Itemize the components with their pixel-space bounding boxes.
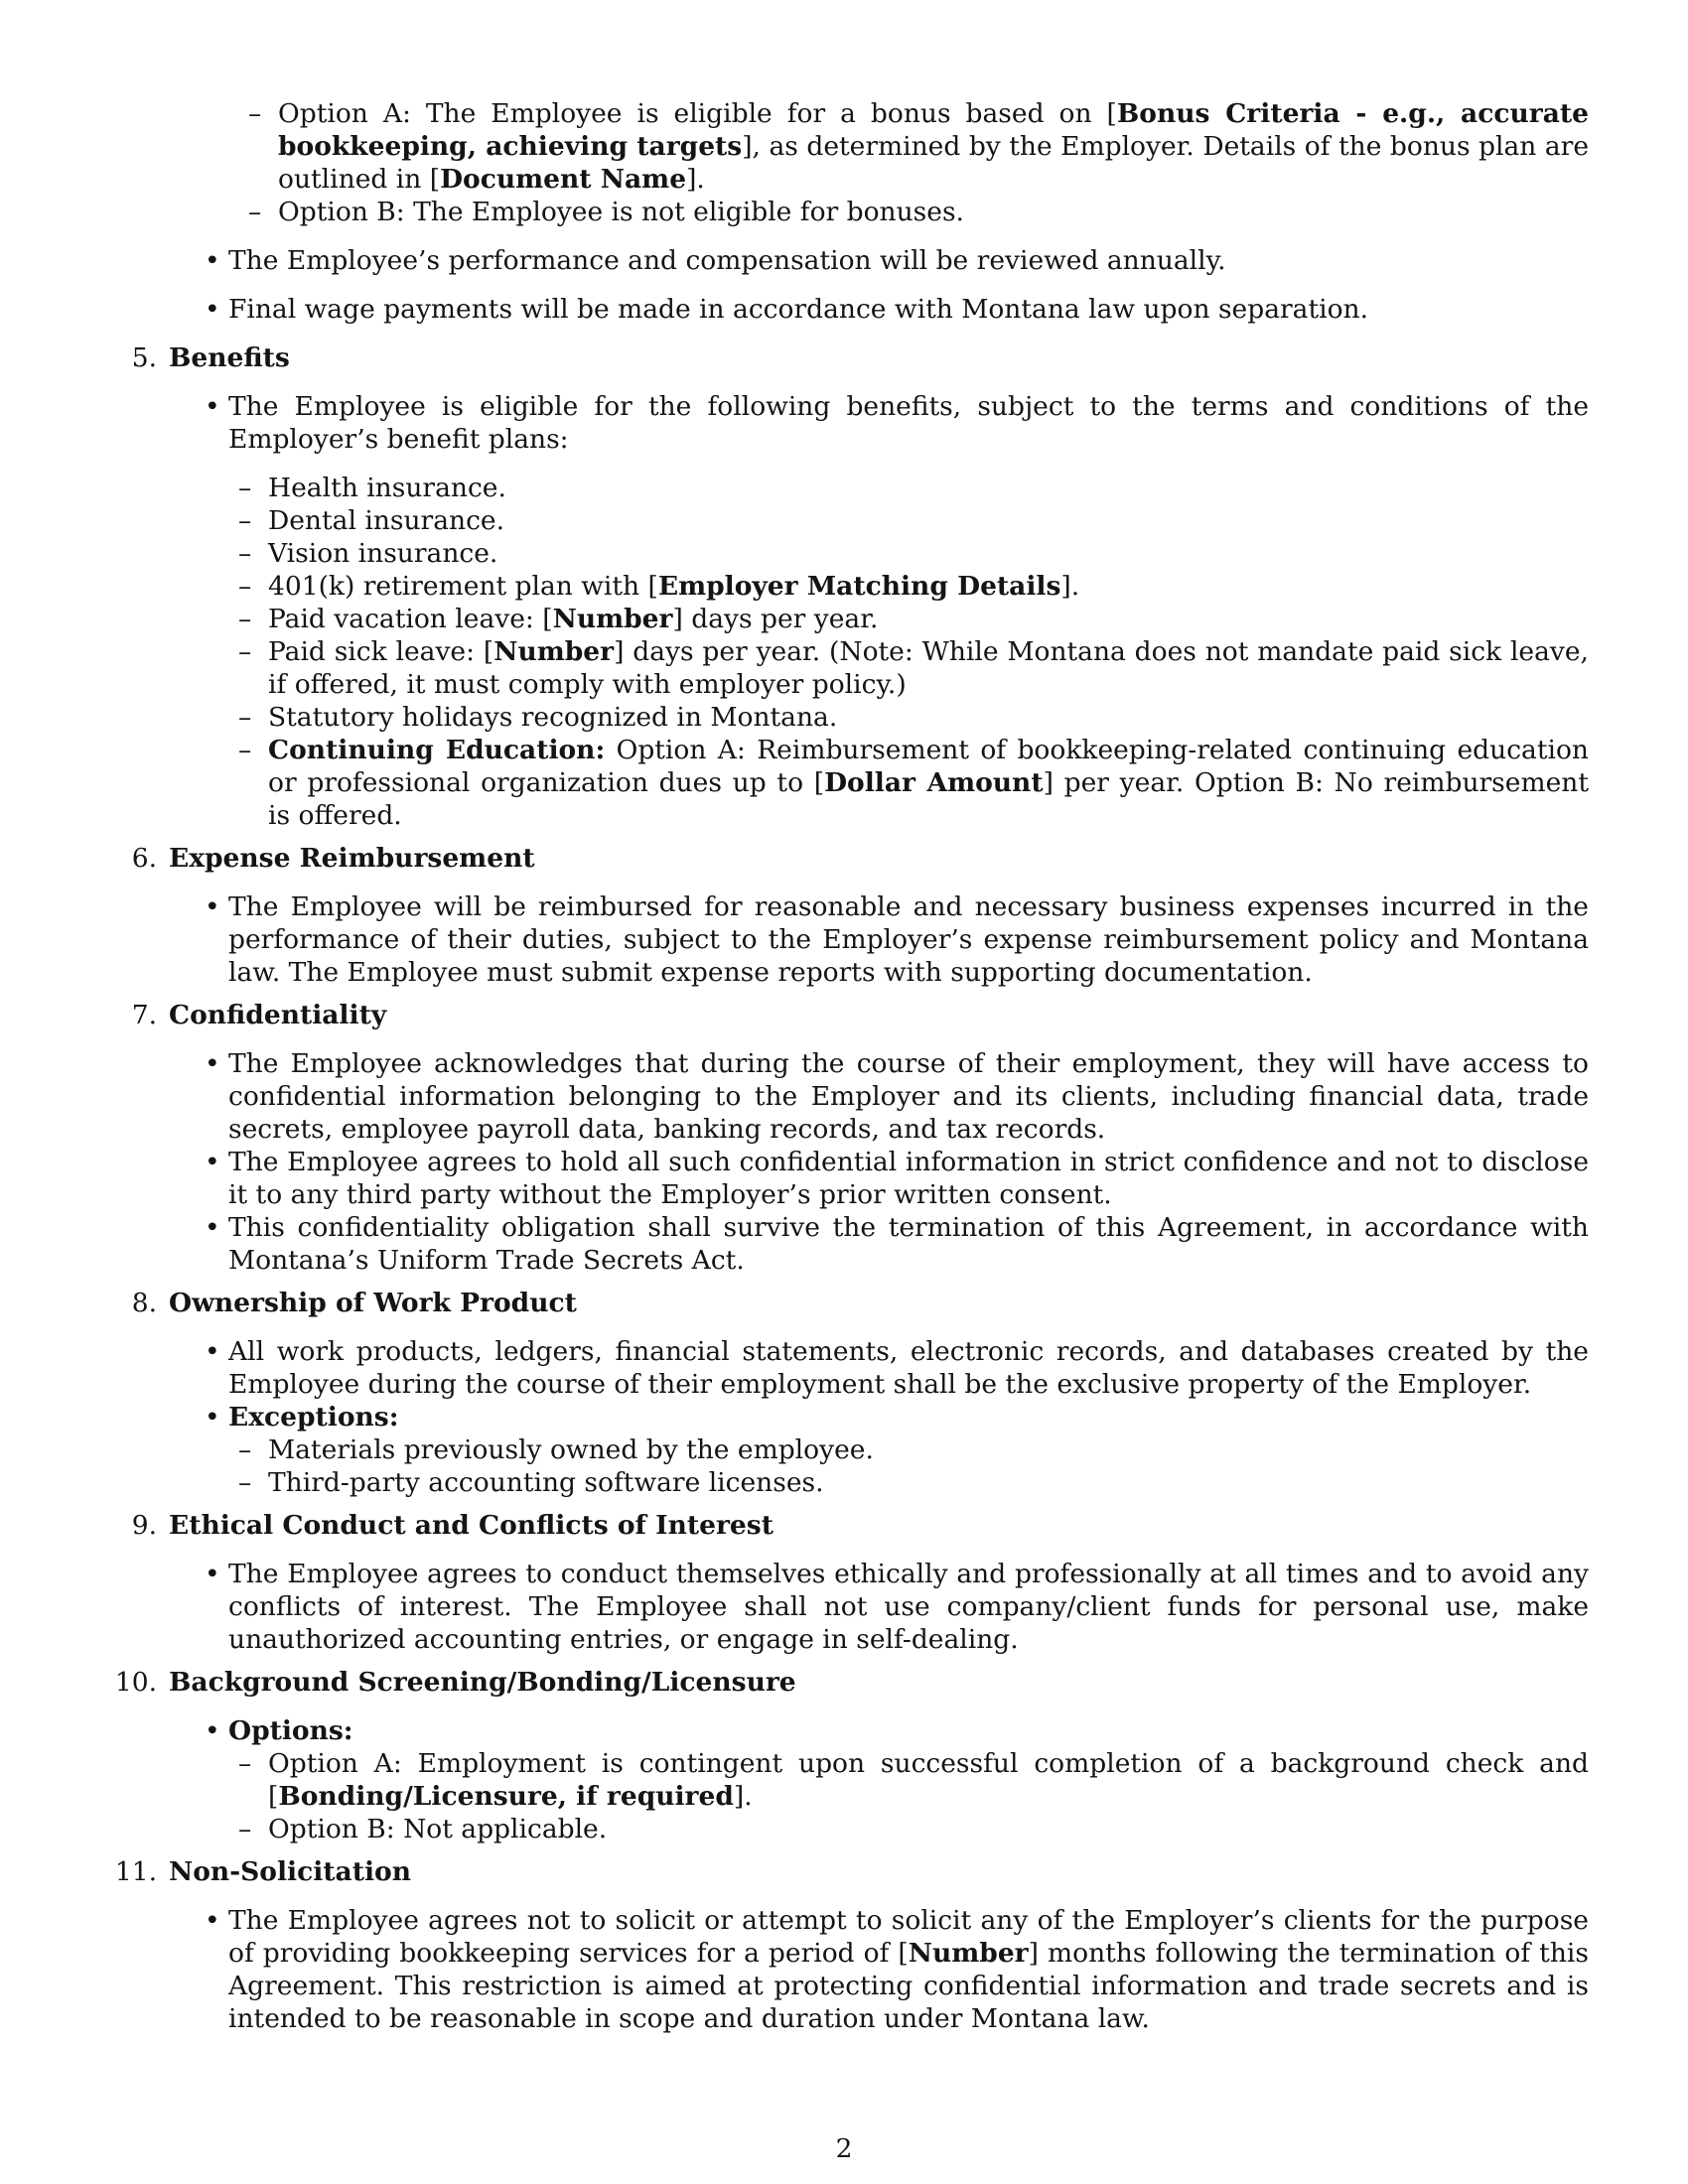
section-expense-reimbursement <box>109 842 1589 989</box>
list-item <box>228 1401 1589 1499</box>
section-title: Expense Reimbursement <box>169 843 535 874</box>
section-bullets <box>169 1335 1589 1499</box>
section-number: 11. <box>114 1856 157 1887</box>
benefit-item: – Paid sick leave: [Number] days per year. (Note: While Montana does not mandate paid sick leave, if offered, it must comply with employer policy.) <box>268 635 1589 701</box>
list-item: • The Employee agrees to conduct themselves ethically and professionally at all times and to avoid any conflicts of interest. The Employee shall not use company/client funds for personal use, make unauthorized accounting entries, or engage in self-dealing. <box>228 1558 1589 1656</box>
document-body <box>109 97 1589 2045</box>
exception-item: – Materials previously owned by the employee. <box>268 1433 1589 1466</box>
list-item <box>228 1714 1589 1845</box>
bonus-option-b: – Option B: The Employee is not eligible for bonuses. <box>278 196 1589 228</box>
bonus-option-a: – Option A: The Employee is eligible for a bonus based on [Bonus Criteria - e.g., accurate bookkeeping, achieving targets], as determined by the Employer. Details of the bonus plan are outlined in [Document Name]. <box>278 97 1589 196</box>
section-title: Non-Solicitation <box>169 1856 411 1887</box>
exception-item: – Third-party accounting software licenses. <box>268 1466 1589 1499</box>
section-bullets <box>169 1047 1589 1277</box>
exceptions-list <box>218 1433 1589 1499</box>
exceptions-label: Exceptions: <box>228 1402 399 1433</box>
section-title: Benefits <box>169 342 290 373</box>
list-item: • The Employee acknowledges that during the course of their employment, they will have access to confidential information belonging to the Employer and its clients, including financial data, trade secrets, employee payroll data, banking records, and tax records. <box>228 1047 1589 1146</box>
list-item: • Final wage payments will be made in accordance with Montana law upon separation. <box>228 293 1589 326</box>
section-number: 8. <box>131 1288 157 1318</box>
section-confidentiality <box>109 999 1589 1277</box>
list-item: • The Employee agrees not to solicit or attempt to solicit any of the Employer’s clients for the purpose of providing bookkeeping services for a period of [Number] months following the termination of this Agreement. This restriction is aimed at protecting confidential information and trade secrets and is intended to be reasonable in scope and duration under Montana law. <box>228 1904 1589 2035</box>
section-title: Ethical Conduct and Conflicts of Interest <box>169 1510 774 1541</box>
benefit-item: – Continuing Education: Option A: Reimbursement of bookkeeping-related continuing education or professional organization dues up to [Dollar Amount] per year. Option B: No reimbursement is offered. <box>268 734 1589 832</box>
section-bullets <box>169 1714 1589 1845</box>
section-title: Confidentiality <box>169 1000 387 1030</box>
benefits-list <box>218 472 1589 832</box>
section-4-continued <box>109 97 1589 326</box>
benefit-item: – Statutory holidays recognized in Montana. <box>268 701 1589 734</box>
benefit-item: – Health insurance. <box>268 472 1589 504</box>
bonus-options-list <box>228 97 1589 228</box>
list-item: • The Employee’s performance and compensation will be reviewed annually. <box>228 244 1589 277</box>
section-title: Ownership of Work Product <box>169 1288 577 1318</box>
section-non-solicitation <box>109 1855 1589 2035</box>
list-item: • The Employee will be reimbursed for reasonable and necessary business expenses incurred in the performance of their duties, subject to the Employer’s expense reimbursement policy and Montana law. The Employee must submit expense reports with supporting documentation. <box>228 890 1589 989</box>
benefit-item: – Vision insurance. <box>268 537 1589 570</box>
section-number: 5. <box>131 342 157 373</box>
list-item: • All work products, ledgers, financial statements, electronic records, and databases created by the Employee during the course of their employment shall be the exclusive property of the Employer. <box>228 1335 1589 1401</box>
benefit-item: – 401(k) retirement plan with [Employer Matching Details]. <box>268 570 1589 603</box>
section-number: 10. <box>114 1667 157 1698</box>
benefits-bullets <box>169 390 1589 832</box>
option-item: – Option B: Not applicable. <box>268 1813 1589 1845</box>
section-number: 9. <box>131 1510 157 1541</box>
section-ethical-conduct <box>109 1509 1589 1656</box>
section-ownership <box>109 1287 1589 1499</box>
section-title: Background Screening/Bonding/Licensure <box>169 1667 796 1698</box>
list-item: • The Employee is eligible for the following benefits, subject to the terms and conditions of the Employer’s benefit plans: – Health insurance. – Dental insurance. – Vision insurance. – 401(k) retirement plan with [Employer Matching Details]. – Paid vacation leave: [Number] days per year. – Paid sick leave: [Number] days per year. (Note: While Montana does not mandate paid sick leave, if offered, it must comply with employer policy.) – Statutory holidays recognized in Montana. – Continuing Education: Option A: Reimbursement of bookkeeping-related continuing education or professional organization dues up to [Dollar Amount] per year. Option B: No reimbursement is offered. <box>228 390 1589 832</box>
benefit-item: – Dental insurance. <box>268 504 1589 537</box>
options-label: Options: <box>228 1715 353 1746</box>
section-bullets <box>169 890 1589 989</box>
list-item: • The Employee agrees to hold all such confidential information in strict confidence and not to disclose it to any third party without the Employer’s prior written consent. <box>228 1146 1589 1211</box>
section-number: 6. <box>131 843 157 874</box>
section-bullets <box>169 1558 1589 1656</box>
section-bullets <box>169 1904 1589 2035</box>
section-number: 7. <box>131 1000 157 1030</box>
section-background-screening <box>109 1666 1589 1845</box>
section-benefits <box>109 341 1589 832</box>
benefit-item: – Paid vacation leave: [Number] days per year. <box>268 603 1589 635</box>
option-item: – Option A: Employment is contingent upon successful completion of a background check and [Bonding/Licensure, if required]. <box>268 1747 1589 1813</box>
page-number: 2 <box>835 2133 853 2164</box>
list-item: • This confidentiality obligation shall survive the termination of this Agreement, in accordance with Montana’s Uniform Trade Secrets Act. <box>228 1211 1589 1277</box>
screening-options-list <box>218 1747 1589 1845</box>
compensation-bullets <box>169 244 1589 326</box>
